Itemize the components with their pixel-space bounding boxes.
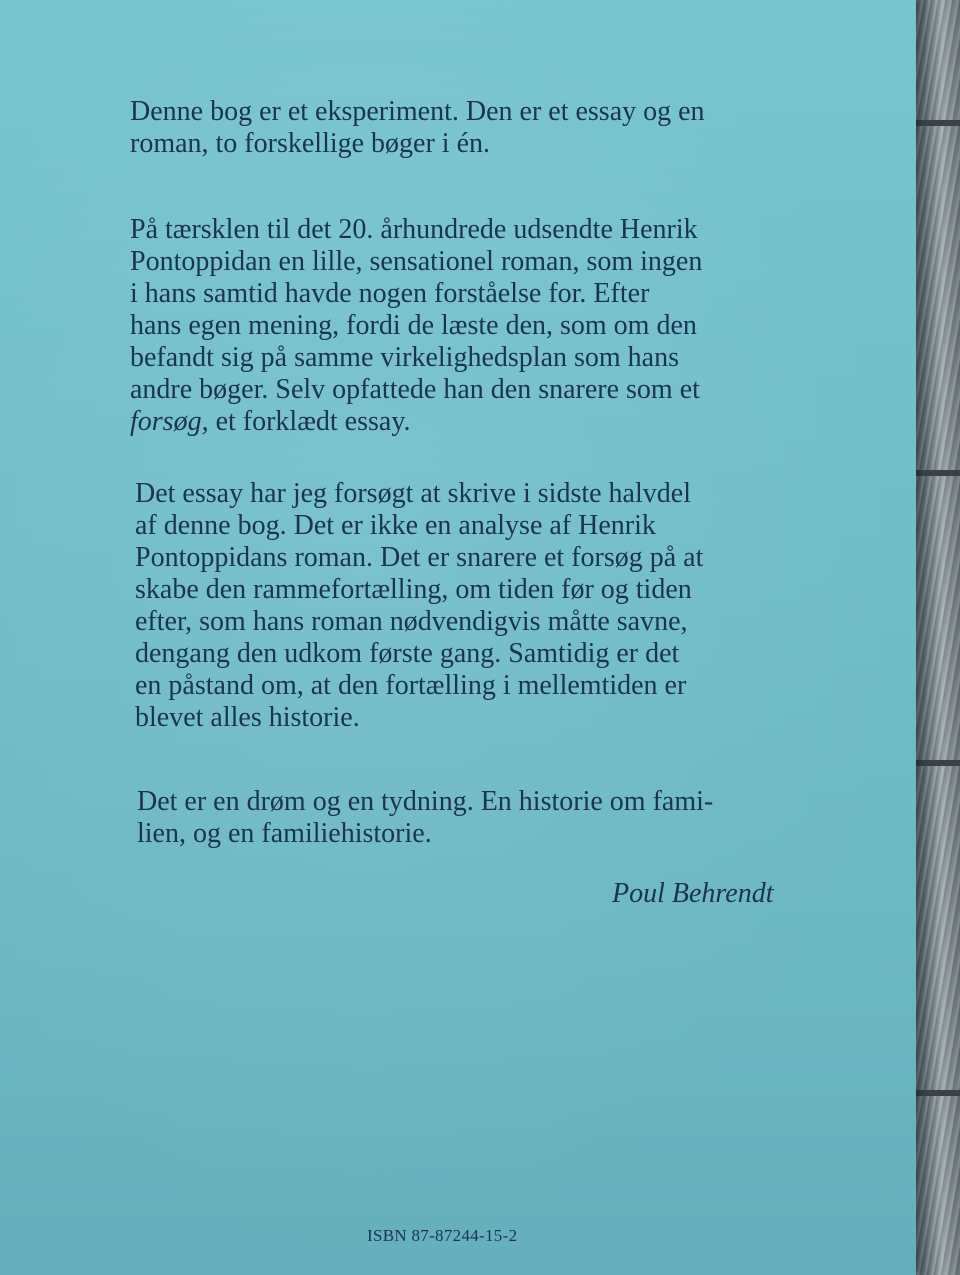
text-fragment: et forklædt essay. [208, 406, 411, 437]
text-line: Det er en drøm og en tydning. En historie om fami- [137, 786, 714, 817]
text-line: andre bøger. Selv opfattede han den snarere som et [130, 374, 700, 405]
text-line: På tærsklen til det 20. århundrede udsendte Henrik [130, 214, 698, 245]
text-line: dengang den udkom første gang. Samtidig er det [135, 638, 680, 669]
text-line-mixed [130, 406, 702, 438]
text-line: skabe den rammefortælling, om tiden før og tiden [135, 574, 692, 605]
paragraph-3 [135, 478, 703, 734]
paragraph-2 [130, 214, 702, 438]
text-line: af denne bog. Det er ikke en analyse af Henrik [135, 510, 656, 541]
text-line: roman, to forskellige bøger i én. [130, 128, 491, 159]
paragraph-4 [137, 786, 713, 850]
text-line: Pontoppidan en lille, sensationel roman, som ingen [130, 246, 703, 277]
italic-word: forsøg, [130, 406, 209, 437]
isbn-number: ISBN 87-87244-15-2 [367, 1226, 518, 1245]
text-line: Denne bog er et eksperiment. Den er et essay og en [130, 96, 705, 127]
text-line: blevet alles historie. [135, 702, 360, 733]
text-line: en påstand om, at den fortælling i mellemtiden er [135, 670, 687, 701]
text-line: Det essay har jeg forsøgt at skrive i sidste halvdel [135, 478, 691, 509]
text-line: i hans samtid havde nogen forståelse for. Efter [130, 278, 650, 309]
text-line: hans egen mening, fordi de læste den, som om den [130, 310, 697, 341]
text-line: lien, og en familiehistorie. [137, 818, 432, 849]
text-line: befandt sig på samme virkelighedsplan som hans [130, 342, 679, 373]
text-line: efter, som hans roman nødvendigvis måtte savne, [135, 606, 688, 637]
author-signature: Poul Behrendt [612, 878, 774, 909]
paragraph-1 [130, 96, 705, 160]
text-line: Pontoppidans roman. Det er snarere et forsøg på at [135, 542, 704, 573]
